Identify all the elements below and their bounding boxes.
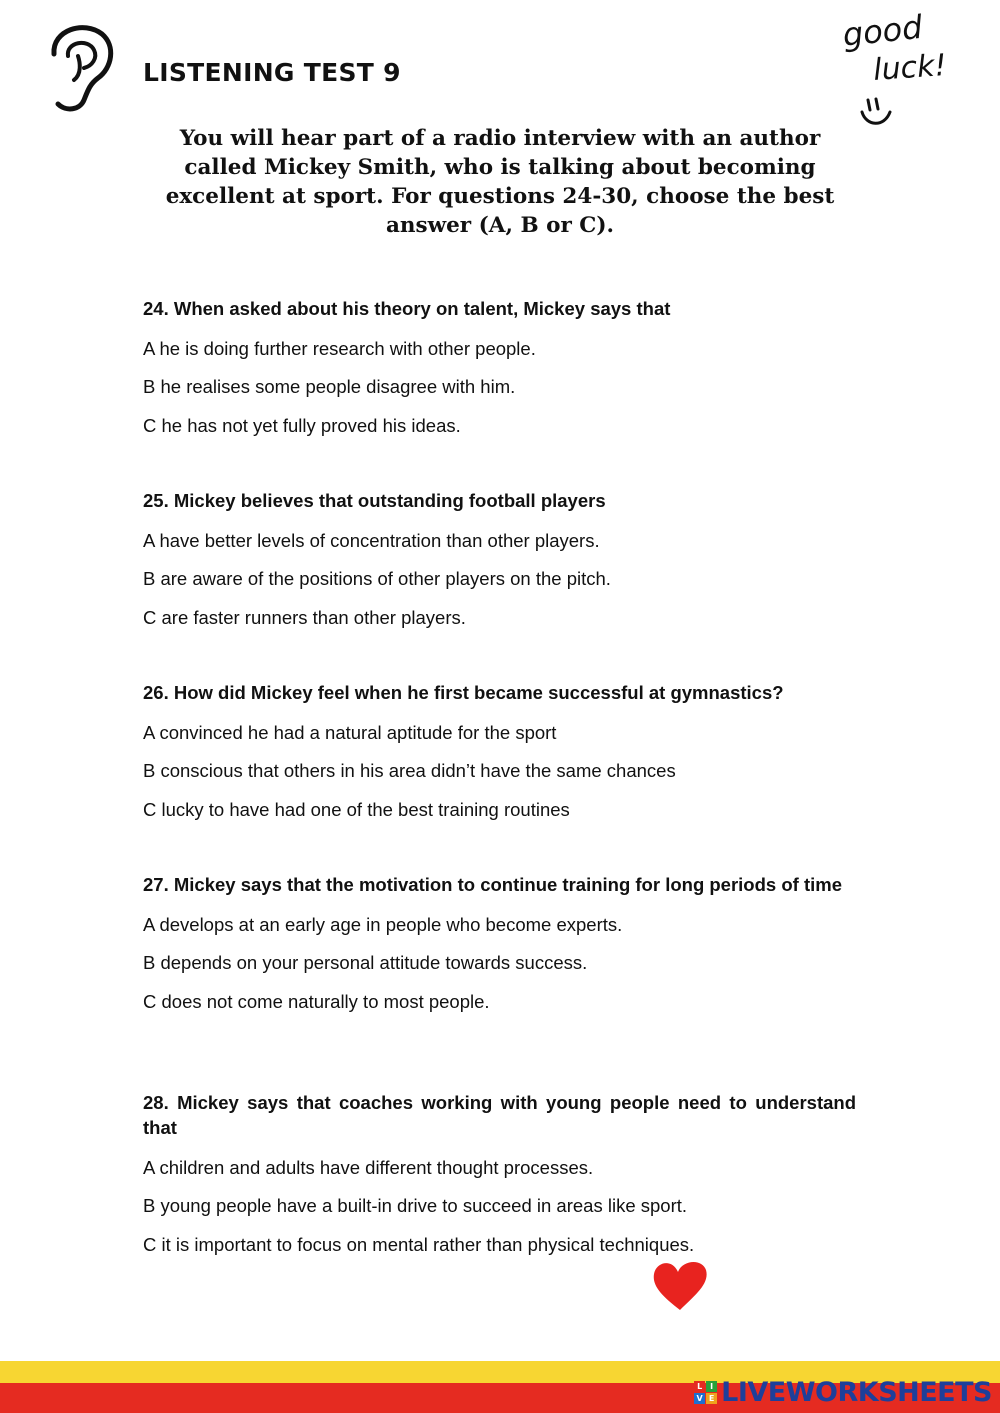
good-luck-handwriting [838, 8, 978, 133]
brand-name: LIVEWORKSHEETS [721, 1376, 992, 1408]
option-a: A convinced he had a natural aptitude for the sport [143, 721, 557, 743]
option-a: A have better levels of concentration than other players. [143, 529, 600, 551]
option-b: B young people have a built-in drive to succeed in areas like sport. [143, 1195, 688, 1216]
option-b: B depends on your personal attitude towards success. [143, 952, 588, 973]
option-a: A develops at an early age in people who become experts. [143, 913, 623, 935]
question-stem: 25. Mickey believes that outstanding football players [143, 490, 606, 511]
option-c: C does not come naturally to most people. [143, 990, 490, 1012]
question-stem: 24. When asked about his theory on talent, Mickey says that [143, 298, 671, 319]
option-a: A children and adults have different thought processes. [143, 1156, 594, 1178]
option-b: B conscious that others in his area didn’t have the same chances [143, 760, 676, 781]
brand-mark-icon: L I V E [694, 1381, 717, 1404]
option-b: B he realises some people disagree with him. [143, 376, 516, 397]
option-c: C it is important to focus on mental rather than physical techniques. [143, 1233, 695, 1255]
question-stem: 28. Mickey says that coaches working with young people need to understand that [143, 1092, 856, 1138]
question-26 [143, 680, 856, 821]
option-c: C lucky to have had one of the best training routines [143, 798, 570, 820]
option-a: A he is doing further research with other people. [143, 337, 536, 359]
instructions: You will hear part of a radio interview with an author called Mickey Smith, who is talking about becoming excellent at sport. For questions 24-30, choose the best answer (A, B or C). [165, 126, 835, 238]
option-b: B are aware of the positions of other players on the pitch. [143, 568, 611, 589]
question-25 [143, 488, 856, 629]
page-title: LISTENING TEST 9 [143, 58, 401, 87]
question-stem: 26. How did Mickey feel when he first became successful at gymnastics? [143, 682, 784, 703]
svg-text:good: good [840, 8, 925, 54]
ear-icon [44, 18, 114, 113]
option-c: C he has not yet fully proved his ideas. [143, 414, 461, 436]
question-stem: 27. Mickey says that the motivation to continue training for long periods of time [143, 874, 842, 895]
svg-text:luck!: luck! [872, 47, 948, 88]
heart-icon [650, 1258, 710, 1314]
liveworksheets-logo [694, 1374, 992, 1410]
question-28 [143, 1090, 856, 1256]
question-24 [143, 296, 856, 437]
question-27 [143, 872, 856, 1013]
option-c: C are faster runners than other players. [143, 606, 466, 628]
